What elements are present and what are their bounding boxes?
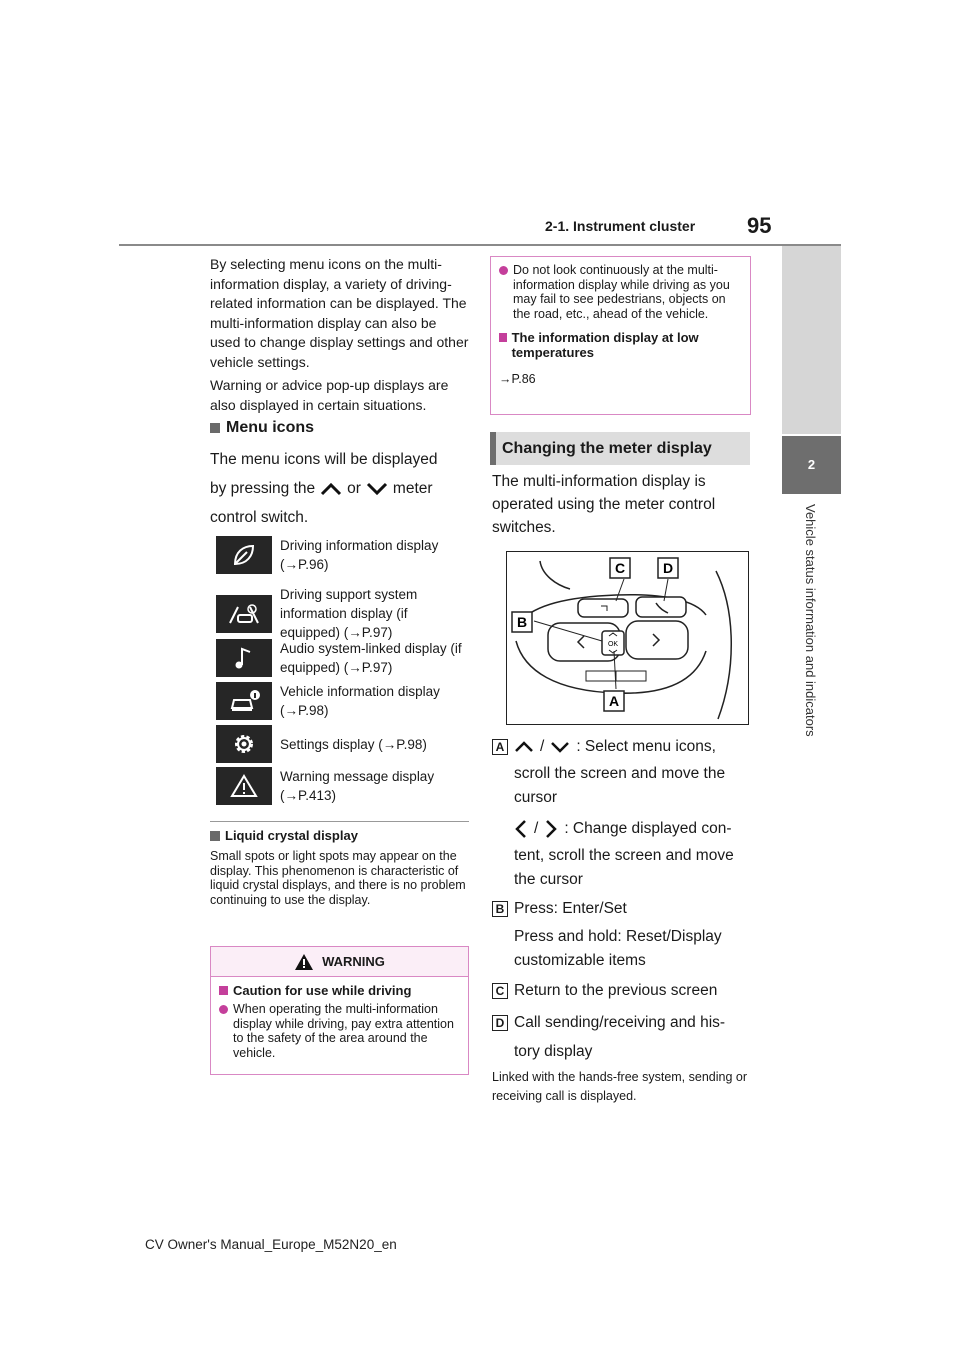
ok-label: OK xyxy=(607,641,619,648)
steering-switch-diagram xyxy=(506,551,749,725)
page-number: 95 xyxy=(747,213,772,238)
key-b-text: customizable items xyxy=(514,952,646,969)
section-header: 2-1. Instrument cluster xyxy=(545,218,696,234)
chevron-up-icon xyxy=(514,741,534,753)
footer: CV Owner's Manual_Europe_M52N20_en xyxy=(145,1237,397,1252)
key-a-text: tent, scroll the screen and move xyxy=(514,847,734,864)
chapter-title: Vehicle status information and indicators xyxy=(803,504,818,737)
lcd-text: Small spots or light spots may appear on the display. This phenomenon is characteristic of liquid crystal displays, and there is no problem continuing to use the display. xyxy=(210,849,466,907)
square-bullet-icon xyxy=(210,423,220,433)
bullet-dot-icon xyxy=(219,1005,228,1014)
key-letter: A xyxy=(492,739,508,755)
warning-box xyxy=(210,946,469,1075)
bullet-dot-icon xyxy=(499,266,508,275)
caution-box xyxy=(490,256,751,415)
intro-paragraph: By selecting menu icons on the multi-information display, a variety of driving-related information can be displayed. The multi-information display can also be used to change display settings and other vehicle settings. xyxy=(210,256,469,370)
chevron-down-icon xyxy=(366,482,388,496)
lcd-note xyxy=(210,828,470,907)
menu-icon-label: Driving support system information display (if equipped) (→P.97) xyxy=(280,587,418,640)
menu-icon-label: Driving information display (→P.96) xyxy=(280,538,439,572)
warning-triangle-icon xyxy=(216,767,272,805)
meter-note: Linked with the hands-free system, sending or receiving call is displayed. xyxy=(492,1070,747,1103)
square-bullet-icon xyxy=(219,986,228,995)
key-a-text: scroll the screen and move the xyxy=(514,765,726,782)
menu-icon-row xyxy=(216,536,471,574)
meter-intro: The multi-information display is operated using the meter control switches. xyxy=(492,473,716,536)
side-tab-background xyxy=(782,246,841,434)
square-bullet-icon xyxy=(210,831,220,841)
chevron-left-icon xyxy=(514,819,528,839)
diagram-label-c: C xyxy=(614,560,626,576)
low-temp-ref: →P.86 xyxy=(499,372,536,386)
driving-support-icon xyxy=(216,595,272,633)
low-temp-heading: The information display at low temperatures xyxy=(511,330,699,360)
diagram-label-b: B xyxy=(516,614,528,630)
key-d-text: tory display xyxy=(514,1043,593,1060)
key-letter: C xyxy=(492,983,508,999)
gear-icon xyxy=(216,725,272,763)
warning-title: WARNING xyxy=(322,954,385,969)
key-a-row: A / : Select menu icons, xyxy=(492,738,752,756)
key-b-text: Press and hold: Reset/Display xyxy=(514,928,722,945)
key-a-lr: / : Change displayed con- xyxy=(514,819,731,839)
caution-bullet: Do not look continuously at the multi-information display while driving as you may fail to see pedestrians, objects on the road, etc., ahead of the vehicle. xyxy=(513,263,730,321)
menu-icon-row xyxy=(216,639,471,677)
chevron-up-icon xyxy=(320,482,342,496)
meter-banner: Changing the meter display xyxy=(490,432,750,465)
chapter-number: 2 xyxy=(782,436,841,494)
diagram-label-a: A xyxy=(608,693,620,709)
menu-icons-heading: Menu icons xyxy=(210,419,470,437)
leaf-icon xyxy=(216,536,272,574)
square-bullet-icon xyxy=(499,333,507,342)
menu-icons-description: The menu icons will be displayed by pressing the or meter control switch. xyxy=(210,451,438,526)
lcd-heading: Liquid crystal display xyxy=(225,828,358,843)
intro-paragraph: Warning or advice pop-up displays are also displayed in certain situations. xyxy=(210,377,449,413)
header-rule xyxy=(119,244,841,246)
warning-bullet: When operating the multi-information display while driving, pay extra attention to the safety of the area around the vehicle. xyxy=(233,1002,454,1060)
warning-heading: Caution for use while driving xyxy=(233,983,412,998)
menu-icon-row xyxy=(216,585,471,642)
menu-icon-label: Audio system-linked display (if equipped) (→P.97) xyxy=(280,641,462,675)
warning-triangle-icon xyxy=(294,953,314,971)
key-b-row: B Press: Enter/Set xyxy=(492,900,752,918)
key-a-text: the cursor xyxy=(514,871,583,888)
menu-icon-row xyxy=(216,767,471,805)
vehicle-info-icon xyxy=(216,682,272,720)
menu-icon-label: Vehicle information display (→P.98) xyxy=(280,684,440,718)
diagram-label-d: D xyxy=(662,560,674,576)
menu-icon-label: Settings display (→P.98) xyxy=(280,736,427,752)
section-divider xyxy=(210,821,469,822)
menu-icon-row xyxy=(216,682,471,720)
key-letter: B xyxy=(492,901,508,917)
menu-icon-row xyxy=(216,725,471,763)
chevron-right-icon xyxy=(544,819,558,839)
chevron-down-icon xyxy=(550,741,570,753)
key-c-row: C Return to the previous screen xyxy=(492,982,752,1000)
key-letter: D xyxy=(492,1015,508,1031)
music-note-icon xyxy=(216,639,272,677)
key-a-text: cursor xyxy=(514,789,558,806)
menu-icon-label: Warning message display (→P.413) xyxy=(280,769,435,803)
key-d-row: D Call sending/receiving and his- xyxy=(492,1014,752,1032)
intro xyxy=(210,255,470,415)
